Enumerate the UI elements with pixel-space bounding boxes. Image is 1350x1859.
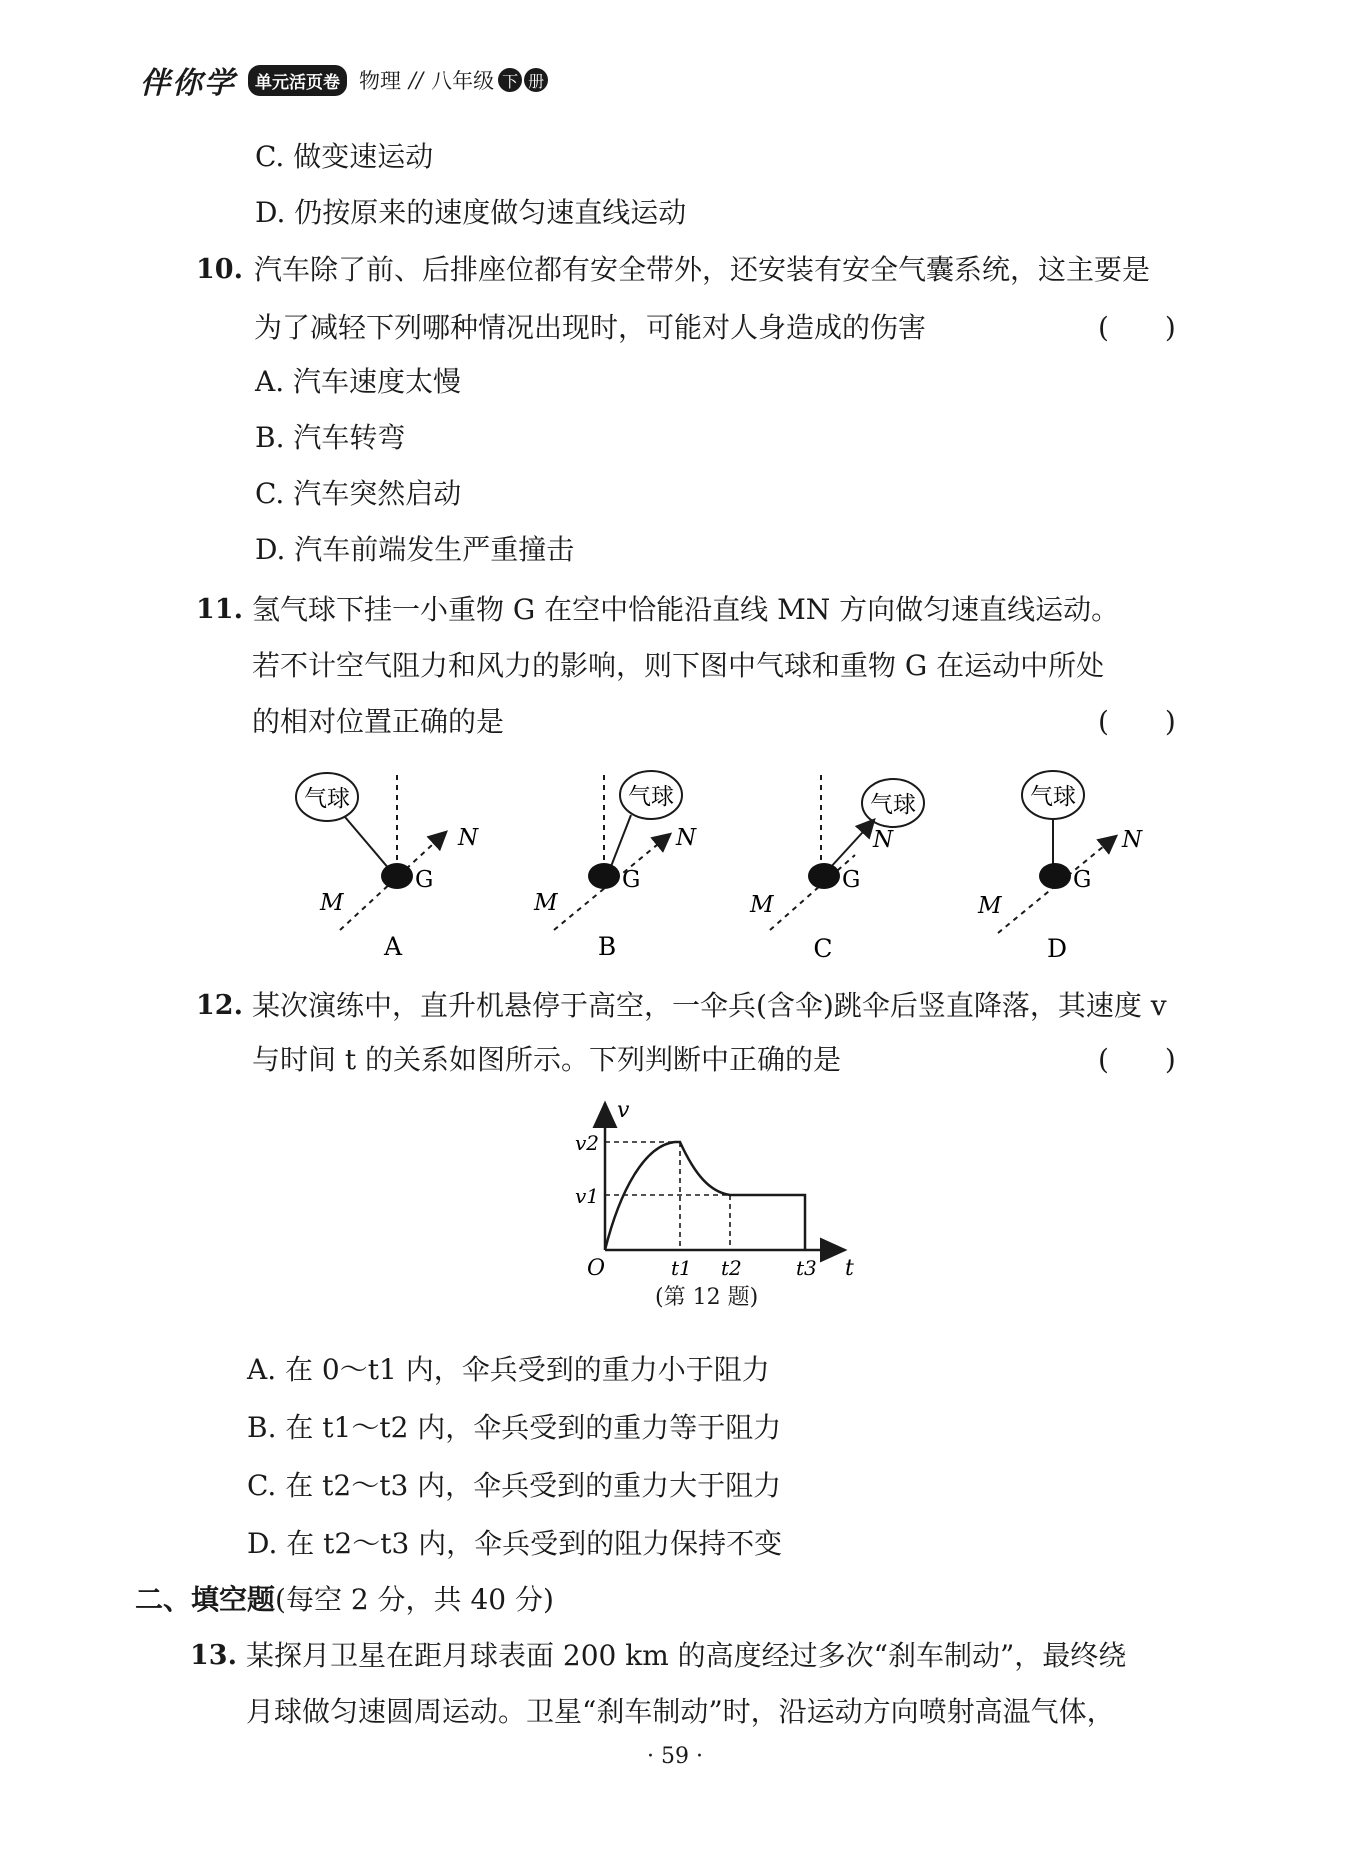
q11-c-n-label: N bbox=[873, 827, 894, 853]
q12-graph-x-label: t bbox=[845, 1256, 854, 1281]
q11-a-balloon-label: 气球 bbox=[304, 786, 350, 812]
q11-c-option-label: C bbox=[813, 934, 833, 963]
section-2-title: 二、填空题 bbox=[135, 1583, 276, 1616]
q12-stem-line1: 某次演练中，直升机悬停于高空，一伞兵(含伞)跳伞后竖直降落，其速度 v bbox=[252, 989, 1167, 1022]
q11-c-m-label: M bbox=[750, 892, 774, 918]
q11-d-m-label: M bbox=[978, 893, 1002, 919]
q9-option-d: D. 仍按原来的速度做匀速直线运动 bbox=[255, 196, 687, 229]
q12-figure-caption: (第 12 题) bbox=[655, 1285, 759, 1310]
section-2-heading bbox=[135, 1580, 554, 1620]
q10-option-c: C. 汽车突然启动 bbox=[255, 477, 462, 510]
q10-option-d: D. 汽车前端发生严重撞击 bbox=[255, 533, 575, 566]
q11-d-n-label: N bbox=[1122, 827, 1143, 853]
q9-option-c: C. 做变速运动 bbox=[255, 140, 434, 173]
q11-b-option-label: B bbox=[597, 932, 617, 961]
q12-graph-y-label: v bbox=[617, 1098, 630, 1123]
q13-stem-line1: 某探月卫星在距月球表面 200 km 的高度经过多次“刹车制动”，最终绕 bbox=[246, 1639, 1127, 1672]
q13-stem-line2: 月球做匀速圆周运动。卫星“刹车制动”时，沿运动方向喷射高温气体， bbox=[246, 1695, 1115, 1728]
q10-option-b: B. 汽车转弯 bbox=[255, 421, 406, 454]
series-badge: 单元活页卷 bbox=[248, 65, 347, 96]
q12-velocity-time-graph bbox=[575, 1095, 865, 1285]
q11-stem-line1: 氢气球下挂一小重物 G 在空中恰能沿直线 MN 方向做匀速直线运动。 bbox=[252, 593, 1120, 626]
q11-figure-b bbox=[533, 771, 697, 961]
q12-graph-v2-label: v2 bbox=[575, 1131, 600, 1155]
q11-d-weight-label: G bbox=[1073, 867, 1092, 893]
page-header bbox=[140, 58, 548, 102]
header-separator: // bbox=[409, 68, 424, 92]
volume-badge-2: 册 bbox=[524, 68, 548, 92]
q11-stem-line2: 若不计空气阻力和风力的影响，则下图中气球和重物 G 在运动中所处 bbox=[252, 649, 1105, 682]
q11-answer-blank: ( ) bbox=[1098, 705, 1176, 738]
q11-number: 11. bbox=[196, 594, 243, 625]
q11-figure-d bbox=[977, 771, 1143, 963]
q11-a-option-label: A bbox=[383, 932, 403, 961]
grade-label: 八年级 bbox=[431, 69, 495, 93]
q11-figure-a bbox=[296, 773, 479, 961]
q11-figure-c bbox=[749, 775, 924, 963]
q11-a-weight-label: G bbox=[415, 867, 434, 893]
q10-answer-blank: ( ) bbox=[1098, 311, 1176, 344]
q12-option-c: C. 在 t2～t3 内，伞兵受到的重力大于阻力 bbox=[247, 1469, 782, 1502]
q12-graph-origin: O bbox=[587, 1256, 606, 1281]
q12-graph-t2-label: t2 bbox=[721, 1256, 742, 1280]
q11-d-option-label: D bbox=[1046, 934, 1068, 963]
subject-label: 物理 bbox=[359, 69, 401, 93]
q13-number: 13. bbox=[190, 1640, 237, 1671]
volume-badge-1: 下 bbox=[498, 68, 522, 92]
page-number: · 59 · bbox=[647, 1744, 703, 1769]
q12-option-b: B. 在 t1～t2 内，伞兵受到的重力等于阻力 bbox=[247, 1411, 782, 1444]
q10-stem-line2: 为了减轻下列哪种情况出现时，可能对人身造成的伤害 bbox=[254, 311, 927, 344]
brand-title: 伴你学 bbox=[140, 66, 236, 101]
q10-stem-line1: 汽车除了前、后排座位都有安全带外，还安装有安全气囊系统，这主要是 bbox=[254, 253, 1151, 286]
q11-c-weight-label: G bbox=[842, 867, 861, 893]
q11-stem-line3: 的相对位置正确的是 bbox=[252, 705, 505, 738]
q12-graph-t1-label: t1 bbox=[671, 1256, 692, 1280]
q12-graph-v1-label: v1 bbox=[575, 1184, 600, 1208]
q11-d-balloon-label: 气球 bbox=[1030, 784, 1076, 810]
q12-number: 12. bbox=[196, 990, 243, 1021]
q12-option-a: A. 在 0～t1 内，伞兵受到的重力小于阻力 bbox=[247, 1353, 770, 1386]
q12-graph-t3-label: t3 bbox=[796, 1256, 817, 1280]
q10-number: 10. bbox=[196, 254, 243, 285]
q11-b-weight-label: G bbox=[622, 867, 641, 893]
q11-a-m-label: M bbox=[320, 890, 344, 916]
q12-option-d: D. 在 t2～t3 内，伞兵受到的阻力保持不变 bbox=[247, 1527, 783, 1560]
q10-option-a: A. 汽车速度太慢 bbox=[255, 365, 462, 398]
q11-b-m-label: M bbox=[534, 890, 558, 916]
q11-b-n-label: N bbox=[676, 825, 697, 851]
q11-figure-row bbox=[290, 765, 1210, 970]
q12-stem-line2: 与时间 t 的关系如图所示。下列判断中正确的是 bbox=[252, 1043, 842, 1076]
q12-answer-blank: ( ) bbox=[1098, 1043, 1176, 1076]
q11-a-n-label: N bbox=[458, 825, 479, 851]
q11-c-balloon-label: 气球 bbox=[870, 792, 916, 818]
section-2-note: (每空 2 分，共 40 分) bbox=[275, 1583, 554, 1616]
q11-b-balloon-label: 气球 bbox=[628, 784, 674, 810]
